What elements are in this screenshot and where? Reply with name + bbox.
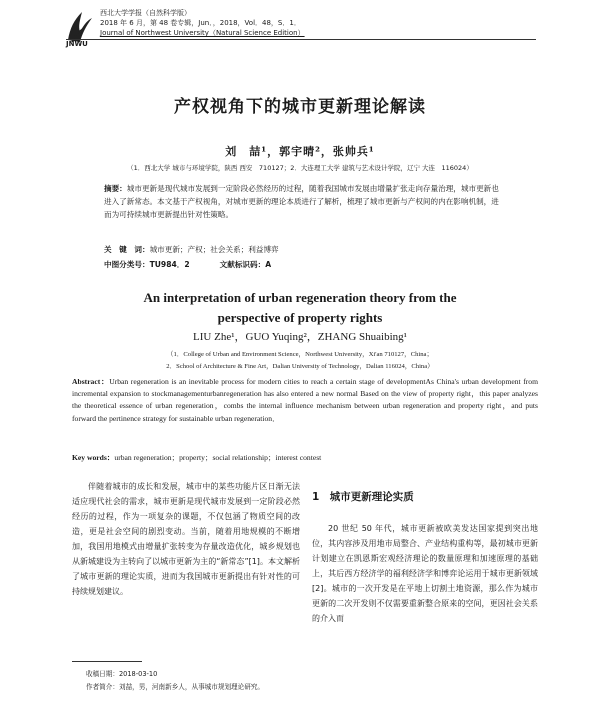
title-en-line2: perspective of property rights xyxy=(217,310,383,325)
abstract-label-en: Abstract： xyxy=(72,377,110,386)
abstract-text-en: Urban regeneration is an inevitable process for modern cities to reach a certain stage of developmentAs China's urban development from incremental expansion to stockmanagementurbanregeneration has also entered a new normal Based on the view of property right，this paper analyzes the theoretical essence of urban regeneration，combs the internal influence mechanism between urban regeneration and property right，and puts forward the pertinence strategy for sustainable urban regeneration． xyxy=(72,377,538,423)
classification-line xyxy=(104,259,499,270)
abstract-en xyxy=(72,376,538,425)
title-en-line1: An interpretation of urban regeneration theory from the xyxy=(143,290,457,305)
section-heading: 1 城市更新理论实质 xyxy=(312,491,414,503)
affiliation-cn: （1．西北大学 城市与环境学院，陕西 西安 710127；2．大连理工大学 建筑与艺术设计学院，辽宁 大连 116024） xyxy=(127,164,473,172)
issue-info: 2018 年 6 月，第 48 卷专辑，Jun．，2018，Vol．48，S．1． xyxy=(100,19,301,27)
journal-header xyxy=(100,8,305,38)
abstract-text-cn: 城市更新是现代城市发展到一定阶段必然经历的过程，随着我国城市发展由增量扩张走向存量治理，城市更新也进入了新常态。本文基于产权视角，对城市更新的理论本质进行了解析，梳理了城市更新与产权间的内在影响机制，进而为可持续城市更新提出针对性策略。 xyxy=(104,184,499,219)
authors-cn: 刘 喆¹，郭宇晴²，张帅兵¹ xyxy=(225,145,375,158)
affiliation-en-1: （1．College of Urban and Environment Science，Northwest University，Xi'an 710127，China； xyxy=(166,351,434,358)
journal-logo-text: JNWU xyxy=(66,40,88,48)
paper-title-en xyxy=(0,288,600,328)
paper-title-cn: 产权视角下的城市更新理论解读 xyxy=(174,97,426,117)
section-paragraph: 20 世纪 50 年代，城市更新被欧美发达国家提到突出地位，其内容涉及用地市局整合、产业结构重构等，最初城市更新计划建立在凯恩斯宏观经济理论的数量原理和加速原理的基础上，其后西方经济学的福利经济学和博弈论运用于城市更新领域[2]。城市的一次开发是在平地上切割土地资源，那么作为城市更新的二次开发则不仅需要重新整合原来的空间，更因社会关系的介入而 xyxy=(312,524,538,623)
intro-paragraph: 伴随着城市的成长和发展，城市中的某些功能片区日渐无法适应现代社会的需求，城市更新是现代城市发展到一定阶段必然经历的过程，作为一项复杂的课题，不仅包涵了物质空间的改造，更是社会空间的剧烈变动。当前，随着用地规模的不断增加，我国用地模式由增量扩张转变为存量改造优化，城乡规划也从新城建设为主转向了以城市更新为主的“新常态”[1]。本文解析了城市更新的理论实质，进而为我国城市更新提出有针对性的可持续规划建议。 xyxy=(72,482,300,596)
keywords-label-cn: 关 键 词： xyxy=(104,245,150,254)
keywords-cn xyxy=(104,244,499,255)
clc-value: TU984．2 xyxy=(149,260,190,269)
keywords-label-en: Key words： xyxy=(72,453,115,462)
affiliation-en-2: 2．School of Architecture & Fine Art，Dalian University of Technology，Dalian 116024，China） xyxy=(166,363,434,370)
header-divider xyxy=(66,39,536,40)
abstract-label-cn: 摘要： xyxy=(104,184,127,193)
clc-label: 中图分类号： xyxy=(104,260,150,269)
authors-en: LIU Zhe¹，GUO Yuqing²，ZHANG Shuaibing¹ xyxy=(193,331,407,343)
doc-code-label: 文献标识码： xyxy=(219,260,266,269)
journal-name-cn: 西北大学学报（自然科学版） xyxy=(100,9,191,17)
doc-code-value: A xyxy=(265,260,272,269)
author-bio: 作者简介：刘喆，男，河南新乡人，从事城市规划理论研究。 xyxy=(86,683,265,691)
footnote-divider xyxy=(72,661,142,662)
journal-name-en: Journal of Northwest University（Natural Science Edition） xyxy=(100,29,305,37)
received-date: 收稿日期：2018-03-10 xyxy=(86,670,158,678)
keywords-text-cn: 城市更新；产权；社会关系；利益博弈 xyxy=(149,245,279,254)
abstract-cn xyxy=(104,182,499,221)
keywords-text-en: urban regeneration；property；social relationship；interest contest xyxy=(114,453,322,462)
keywords-en xyxy=(72,452,538,463)
